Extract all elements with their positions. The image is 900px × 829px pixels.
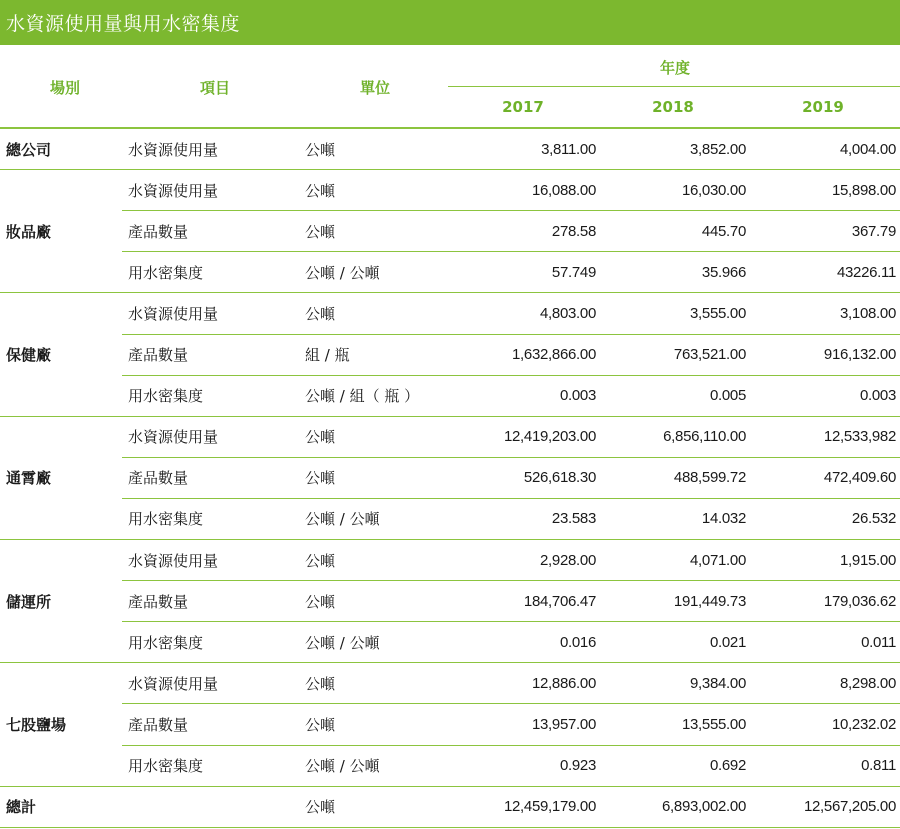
site-label: 總公司 <box>6 140 52 159</box>
group-rule <box>0 539 900 540</box>
row-rule <box>122 457 900 458</box>
page-title: 水資源使用量與用水密集度 <box>6 13 241 35</box>
value-cell-2019: 0.003 <box>859 387 896 405</box>
row-rule <box>122 498 900 499</box>
item-label: 用水密集度 <box>128 633 204 652</box>
item-label: 水資源使用量 <box>128 674 219 693</box>
value-cell-2017: 12,459,179.00 <box>503 798 596 816</box>
value-cell-2018: 14.032 <box>701 510 746 528</box>
value-cell-2019: 8,298.00 <box>840 674 896 692</box>
unit-label: 公噸 <box>305 181 336 200</box>
value-cell-2017: 1,632,866.00 <box>512 346 596 364</box>
value-cell-2019: 43226.11 <box>836 263 896 281</box>
value-cell-2018: 6,856,110.00 <box>663 428 746 446</box>
site-label: 妝品廠 <box>6 222 52 241</box>
value-cell-2018: 4,071.00 <box>690 551 746 569</box>
site-label: 總計 <box>6 798 37 817</box>
item-label: 產品數量 <box>128 715 189 734</box>
header-year-2018: 2018 <box>652 98 694 116</box>
value-cell-2019: 916,132.00 <box>823 346 896 364</box>
site-label: 七股鹽場 <box>6 715 67 734</box>
value-cell-2017: 2,928.00 <box>540 551 596 569</box>
year-header-rule <box>448 86 900 87</box>
item-label: 用水密集度 <box>128 510 204 529</box>
value-cell-2018: 6,893,002.00 <box>662 798 746 816</box>
row-rule <box>122 745 900 746</box>
value-cell-2019: 3,108.00 <box>840 304 896 322</box>
unit-label: 公噸 <box>305 469 336 488</box>
item-label: 用水密集度 <box>128 387 204 406</box>
header-year-2019: 2019 <box>802 98 844 116</box>
unit-label: 公噸 <box>305 428 336 447</box>
value-cell-2019: 367.79 <box>851 222 896 240</box>
value-cell-2018: 763,521.00 <box>673 346 746 364</box>
item-label: 水資源使用量 <box>128 181 219 200</box>
group-rule <box>0 786 900 787</box>
unit-label: 公噸 / 公噸 <box>305 633 380 652</box>
site-label: 儲運所 <box>6 592 52 611</box>
group-rule <box>0 662 900 663</box>
row-rule <box>122 210 900 211</box>
item-label: 水資源使用量 <box>128 428 219 447</box>
unit-label: 公噸 / 公噸 <box>305 263 380 282</box>
value-cell-2019: 26.532 <box>851 510 896 528</box>
item-label: 用水密集度 <box>128 757 204 776</box>
value-cell-2018: 488,599.72 <box>673 469 746 487</box>
value-cell-2017: 0.923 <box>559 757 596 775</box>
unit-label: 公噸 <box>305 222 336 241</box>
unit-label: 公噸 <box>305 304 336 323</box>
value-cell-2019: 4,004.00 <box>840 140 896 158</box>
unit-label: 公噸 <box>305 715 336 734</box>
value-cell-2019: 12,567,205.00 <box>803 798 896 816</box>
item-label: 水資源使用量 <box>128 140 219 159</box>
row-rule <box>122 621 900 622</box>
header-unit: 單位 <box>359 79 390 97</box>
value-cell-2019: 0.011 <box>861 633 896 651</box>
item-label: 水資源使用量 <box>128 551 219 570</box>
item-label: 產品數量 <box>128 222 189 241</box>
value-cell-2018: 3,555.00 <box>690 304 746 322</box>
header-bottom-rule <box>0 127 900 129</box>
value-cell-2017: 526,618.30 <box>523 469 596 487</box>
value-cell-2018: 0.005 <box>709 387 746 405</box>
row-rule <box>122 251 900 252</box>
group-rule <box>0 827 900 828</box>
unit-label: 公噸 <box>305 551 336 570</box>
group-rule <box>0 169 900 170</box>
value-cell-2017: 278.58 <box>551 222 596 240</box>
unit-label: 公噸 / 公噸 <box>305 757 380 776</box>
group-rule <box>0 292 900 293</box>
value-cell-2019: 0.811 <box>861 757 896 775</box>
value-cell-2017: 12,419,203.00 <box>503 428 596 446</box>
unit-label: 公噸 <box>305 798 336 817</box>
header-site: 場別 <box>49 79 80 97</box>
value-cell-2019: 472,409.60 <box>823 469 896 487</box>
item-label: 水資源使用量 <box>128 304 219 323</box>
title-bar <box>0 0 900 45</box>
value-cell-2017: 23.583 <box>551 510 596 528</box>
value-cell-2018: 0.692 <box>709 757 746 775</box>
value-cell-2018: 3,852.00 <box>690 140 746 158</box>
row-rule <box>122 703 900 704</box>
item-label: 產品數量 <box>128 469 189 488</box>
value-cell-2019: 10,232.02 <box>831 715 896 733</box>
unit-label: 公噸 <box>305 674 336 693</box>
unit-label: 公噸 <box>305 592 336 611</box>
value-cell-2018: 9,384.00 <box>690 674 746 692</box>
value-cell-2019: 179,036.62 <box>823 592 896 610</box>
row-rule <box>122 375 900 376</box>
value-cell-2019: 1,915.00 <box>840 551 896 569</box>
site-label: 通霄廠 <box>6 469 52 488</box>
value-cell-2018: 13,555.00 <box>681 715 746 733</box>
value-cell-2019: 15,898.00 <box>831 181 896 199</box>
value-cell-2017: 12,886.00 <box>531 674 596 692</box>
value-cell-2017: 184,706.47 <box>523 592 596 610</box>
group-rule <box>0 416 900 417</box>
value-cell-2017: 3,811.00 <box>541 140 596 158</box>
value-cell-2018: 35.966 <box>701 263 746 281</box>
unit-label: 公噸 / 公噸 <box>305 510 380 529</box>
header-year-2017: 2017 <box>502 98 544 116</box>
unit-label: 公噸 <box>305 140 336 159</box>
value-cell-2017: 16,088.00 <box>531 181 596 199</box>
value-cell-2017: 13,957.00 <box>531 715 596 733</box>
value-cell-2018: 445.70 <box>701 222 746 240</box>
unit-label: 組 / 瓶 <box>305 346 350 365</box>
value-cell-2017: 0.003 <box>559 387 596 405</box>
row-rule <box>122 334 900 335</box>
value-cell-2018: 16,030.00 <box>681 181 746 199</box>
header-item: 項目 <box>199 79 230 97</box>
header-year: 年度 <box>659 59 690 77</box>
item-label: 產品數量 <box>128 346 189 365</box>
item-label: 產品數量 <box>128 592 189 611</box>
unit-label: 公噸 / 組（ 瓶 ） <box>305 387 420 406</box>
item-label: 用水密集度 <box>128 263 204 282</box>
value-cell-2017: 57.749 <box>551 263 596 281</box>
value-cell-2019: 12,533,982 <box>823 428 896 446</box>
row-rule <box>122 580 900 581</box>
value-cell-2018: 0.021 <box>709 633 746 651</box>
value-cell-2017: 4,803.00 <box>540 304 596 322</box>
value-cell-2017: 0.016 <box>559 633 596 651</box>
site-label: 保健廠 <box>6 346 52 365</box>
value-cell-2018: 191,449.73 <box>673 592 746 610</box>
